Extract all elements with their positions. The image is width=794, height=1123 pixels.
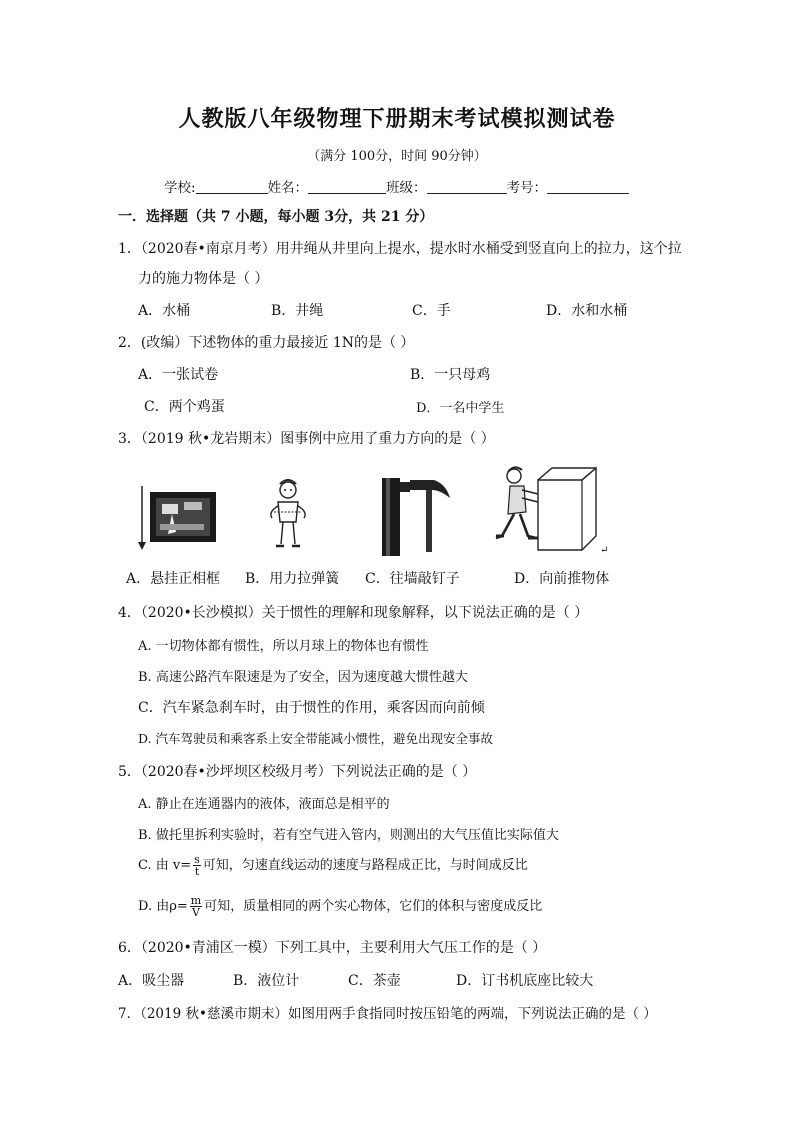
q5-option-c-numerator: s bbox=[194, 853, 200, 866]
q3-figure-d-push-box bbox=[492, 464, 602, 562]
page-subtitle: （满分 100分，时间 90分钟） bbox=[307, 149, 487, 164]
q3-option-a[interactable]: A．悬挂正相框 bbox=[126, 571, 221, 587]
student-info-line bbox=[164, 176, 629, 196]
q3-option-d[interactable]: D．向前推物体 bbox=[514, 571, 610, 587]
name-label: 姓名： bbox=[267, 180, 309, 196]
q6-option-d[interactable]: D．订书机底座比较大 bbox=[456, 973, 594, 989]
q1-option-d[interactable]: D．水和水桶 bbox=[546, 303, 628, 319]
number-blank[interactable] bbox=[547, 179, 629, 194]
q3-return-mark: ↵ bbox=[600, 545, 609, 556]
school-blank[interactable] bbox=[196, 179, 268, 194]
q3-stem: 3．（2019 秋•龙岩期末）图事例中应用了重力方向的是（ ） bbox=[118, 431, 495, 447]
q2-stem: 2．(改编）下述物体的重力最接近 1N的是（ ） bbox=[118, 335, 415, 351]
q4-option-c[interactable]: C．汽车紧急刹车时，由于惯性的作用，乘客因而向前倾 bbox=[138, 700, 485, 716]
q7-stem: 7．（2019 秋•慈溪市期末）如图用两手食指同时按压铅笔的两端，下列说法正确的是（ ） bbox=[118, 1006, 657, 1022]
class-label: 班级： bbox=[386, 180, 427, 196]
q6-option-b[interactable]: B．液位计 bbox=[233, 973, 300, 989]
q2-option-c[interactable]: C．两个鸡蛋 bbox=[144, 399, 225, 415]
q5-option-c-prefix: C. 由 v= bbox=[138, 858, 192, 873]
q1-option-c[interactable]: C．手 bbox=[412, 303, 451, 319]
q1-option-b[interactable]: B．井绳 bbox=[271, 303, 324, 319]
school-label: 学校: bbox=[164, 180, 196, 196]
q5-option-c-suffix: 可知，匀速直线运动的速度与路程成正比，与时间成反比 bbox=[202, 858, 528, 873]
q2-option-d[interactable]: D．一名中学生 bbox=[416, 401, 505, 416]
q6-option-a[interactable]: A．吸尘器 bbox=[118, 973, 185, 989]
q5-option-d-prefix: D. 由ρ= bbox=[138, 899, 188, 914]
q6-option-c[interactable]: C．茶壶 bbox=[348, 973, 401, 989]
q5-option-c-denominator: t bbox=[194, 865, 200, 878]
q1-stem-line2: 力的施力物体是（ ） bbox=[138, 271, 269, 287]
q1-option-a[interactable]: A．水桶 bbox=[138, 303, 191, 319]
q5-option-d-fraction bbox=[190, 895, 202, 918]
q5-option-a[interactable]: A. 静止在连通器内的液体，液面总是相平的 bbox=[138, 797, 390, 812]
page-title: 人教版八年级物理下册期末考试模拟测试卷 bbox=[178, 106, 616, 132]
q5-option-d[interactable] bbox=[138, 895, 542, 918]
q3-figure-b-spring-pull bbox=[262, 478, 314, 554]
q2-option-b[interactable]: B．一只母鸡 bbox=[410, 367, 491, 383]
q3-figure-c-hammer-wall bbox=[380, 476, 456, 558]
q6-stem: 6．（2020•青浦区一模）下列工具中，主要利用大气压工作的是（ ） bbox=[118, 940, 547, 956]
q5-option-d-numerator: m bbox=[190, 894, 202, 907]
q4-option-b[interactable]: B. 高速公路汽车限速是为了安全，因为速度越大惯性越大 bbox=[138, 670, 468, 685]
name-blank[interactable] bbox=[308, 179, 386, 194]
section-heading: 一．选择题（共 7 小题，每小题 3分，共 21 分） bbox=[118, 209, 434, 225]
q5-option-d-suffix: 可知，质量相同的两个实心物体，它们的体积与密度成反比 bbox=[204, 899, 543, 914]
q3-option-c[interactable]: C．往墙敲钉子 bbox=[365, 571, 460, 587]
q5-option-d-denominator: V bbox=[192, 906, 200, 919]
q1-stem-line1: 1．（2020春•南京月考）用井绳从井里向上提水，提水时水桶受到竖直向上的拉力，这个拉 bbox=[118, 241, 682, 257]
class-blank[interactable] bbox=[427, 179, 507, 194]
q3-figure-a-picture-frame bbox=[132, 484, 222, 556]
q4-option-a[interactable]: A. 一切物体都有惯性，所以月球上的物体也有惯性 bbox=[138, 639, 429, 654]
q5-option-b[interactable]: B. 做托里拆利实验时，若有空气进入管内，则测出的大气压值比实际值大 bbox=[138, 828, 559, 843]
q5-stem: 5．（2020春•沙坪坝区校级月考）下列说法正确的是（ ） bbox=[118, 764, 477, 780]
q5-option-c[interactable] bbox=[138, 854, 528, 877]
q4-stem: 4．（2020•长沙模拟）关于惯性的理解和现象解释，以下说法正确的是（ ） bbox=[118, 605, 589, 621]
number-label: 考号： bbox=[506, 180, 548, 196]
q4-option-d[interactable]: D. 汽车驾驶员和乘客系上安全带能减小惯性，避免出现安全事故 bbox=[138, 731, 494, 746]
q3-option-b[interactable]: B．用力拉弹簧 bbox=[245, 571, 340, 587]
q2-option-a[interactable]: A．一张试卷 bbox=[138, 367, 219, 383]
q5-option-c-fraction bbox=[193, 854, 201, 877]
